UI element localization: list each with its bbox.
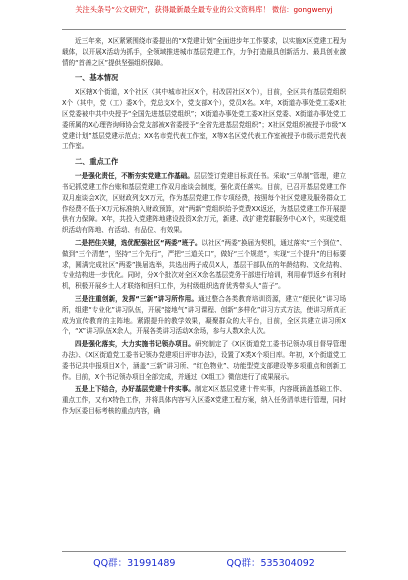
item-1-text: 层层签订党建目标责任书。采取“三单制”管理，建立书记抓党建工作台账和基层党建工作双月座谈会制度，强化责任落实。目前，已召开基层党建工作双月座谈会X次，区财政列支X万元，作为基层党建工作专项经费，按照每个社区党建及服务群众工作经费不低于X万元标准纳入财政预算，对“两新”党组织给予党费XX返还，为基层党建工作开展提供有力保障。X年，共投入党建阵地建设投资X余万元，新建、改扩建党群服务中心X个，实现党组织活动有阵地、有活动、有品位、有效果。 [62, 172, 346, 235]
header-rule [62, 29, 346, 30]
key-work-item-4 [62, 339, 346, 382]
key-work-item-1 [62, 171, 346, 236]
item-2-text: 以社区“两委”换届为契机，通过落实“三个到位”、做到“三个清楚”，坚持“三个先行”，严把“三道关口”，做好“三个规范”，实现“三个提升”的目标要求，圆满完成社区“两委”换届选举，共选出两子成员X人，基层干部队伍的年龄结构、文化结构、专业结构进一步优化。同时，分X个批次对全区X余名基层党务干部进行培训，利用春节返乡有利时机，积极开展乡土人才联络和回归工作，为村级组织选育优秀带头人“苗子”。 [62, 238, 346, 291]
item-3-text: 通过整合各类教育培训资源，建立“便民化”讲习场所，组建“专业化”讲习队伍，开展“接地气”讲习课程、创新“多样化”讲习方式方法，使讲习所真正成为宣传教育的主阵地。紧跟提升的教学效果，凝聚群众的大平台，目前，全区共建立讲习所X个，“X”讲习队伍X余人，开展各类讲习活动X余场，参与人数X余人次。 [62, 294, 346, 336]
item-4-lead: 四是强化落实，大力实施书记领办项目。 [75, 340, 195, 349]
key-work-item-2 [62, 238, 346, 292]
item-2-lead: 二是把住关键，选优配强社区“两委”班子。 [75, 238, 202, 247]
document-body [62, 36, 346, 548]
qq-footer [0, 556, 408, 572]
item-1-lead: 一是强化责任，不断夯实党建工作基础。 [75, 172, 194, 181]
promo-banner: 关注头条号“公文研究”，获得最新最全最专业的公文资料库！ 微信：gongwenyj [75, 5, 333, 14]
item-4-text: 研究制定了《X区街道党工委书记领办项目督导管理办法》、《X区街道党工委书记领办党建项目评审办法》，设置了X类X个项目库。年初，X个街道党工委书记共申报项目X个，涵盖“三新”讲习所、“红色物业”、功能型党支部建设等多项重点和创新工作。目前，X个书记领办项目全部完成，并通过《X组工》微信进行了成果展示。 [62, 340, 346, 381]
qq-group-1: QQ群：31991489 [93, 558, 176, 569]
section-heading-key-work: 二、重点工作 [75, 157, 119, 167]
basic-info-paragraph: X区辖X个街道，X个社区（其中城市社区X个，村改居社区X个），目前，全区共有基层党组织X个（其中，党（工）委X个，党总支X个，党支部X个），党员X名。X年，X街道办事处党工委X社区党委被中共中央授予“全国先进基层党组织”；X街道办事处党工委X社区党委、X街道办事处党工委所属的X心理咨询师协会党支部被X省委授予“全省先进基层党组织”；X社区党组织被授予市级“X党建计划”基层党建示范点；XX名市党代表工作室，X等X名区党代表工作室被授予市级示范党代表工作室。 [62, 88, 346, 151]
item-5-lead: 五是上下结合，办好基层党建十件实事。 [75, 385, 195, 394]
section-heading-basic-info: 一、基本情况 [75, 73, 119, 83]
intro-paragraph: 近三年来，X区紧紧围绕市委提出的“X党建计划”全面进步年工作要求，以实施X区党建工程为载体，以开展X活动为抓手，全领域推进城市基层党建工作，力争打造最具创新活力、最具创业激情的“首善之区”提供坚强组织保障。 [62, 37, 346, 67]
footer-rule [62, 551, 346, 552]
item-3-lead: 三是注重创新，发挥“三新”讲习所作用。 [75, 294, 199, 303]
qq-group-2: QQ群：535304092 [226, 558, 315, 569]
key-work-item-3 [62, 294, 346, 337]
key-work-item-5 [62, 384, 346, 416]
item-5-text: 制定X区基层党建十件实事，内容既涵盖基础工作、重点工作，又有X特色工作，并将具体内容写入区委X党建工程方案，纳入任务清单进行管理，同时作为区委目标考核的重点内容，确 [62, 385, 346, 415]
